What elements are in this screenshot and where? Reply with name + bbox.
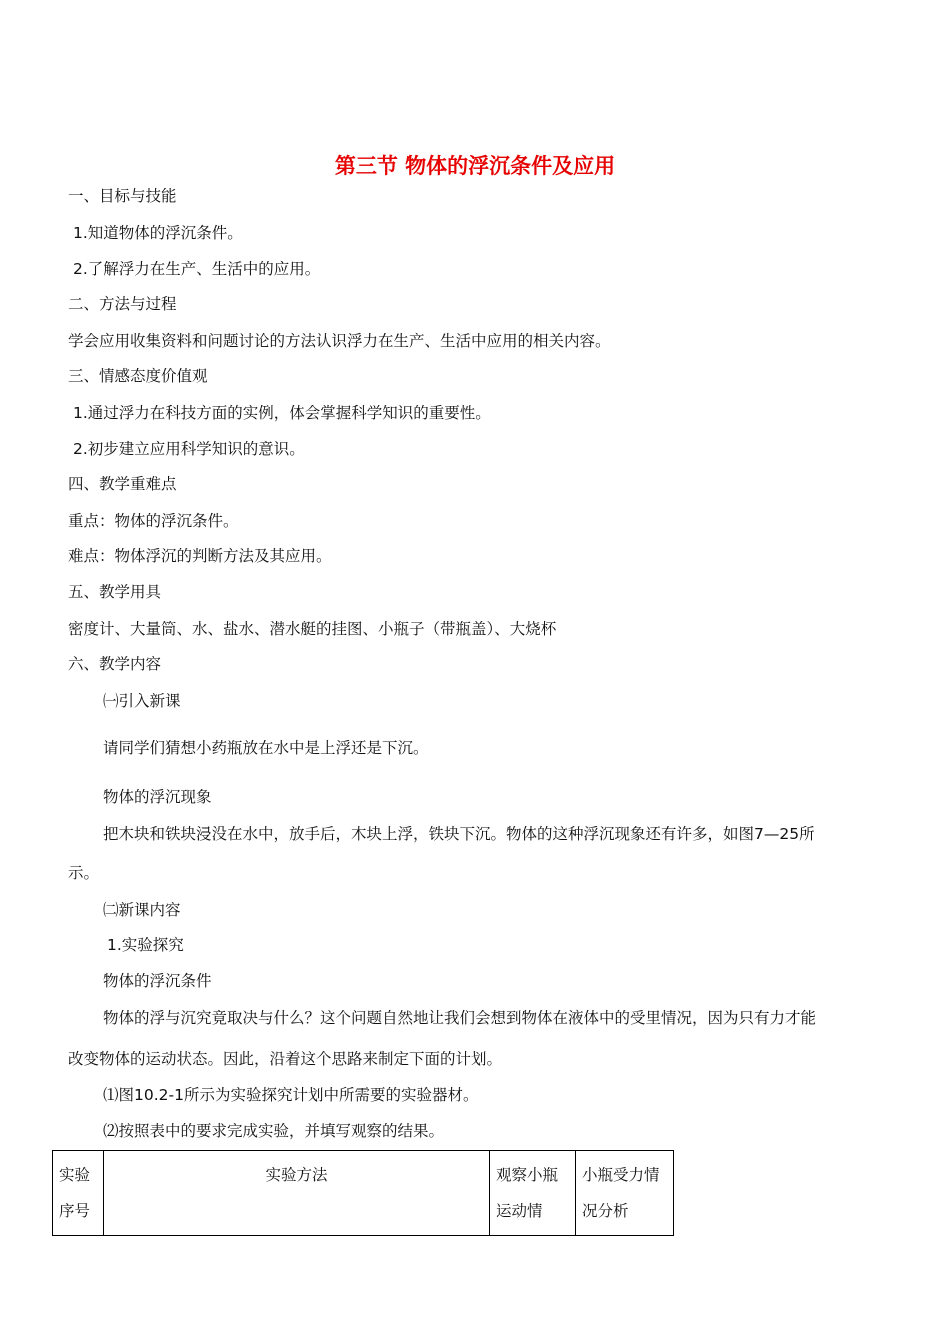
paragraph: ⑵按照表中的要求完成实验，并填写观察的结果。 xyxy=(103,1122,445,1140)
table-header-cell: 实验方法 xyxy=(104,1151,490,1236)
section-heading-tools: 五、教学用具 xyxy=(68,583,162,601)
paragraph: 物体的浮沉现象 xyxy=(103,788,212,806)
paragraph: 请同学们猜想小药瓶放在水中是上浮还是下沉。 xyxy=(103,739,429,757)
table-header-cell: 实验序号 xyxy=(53,1151,104,1236)
paragraph: 改变物体的运动状态。因此，沿着这个思路来制定下面的计划。 xyxy=(68,1050,503,1068)
paragraph: 物体的浮与沉究竟取决与什么？这个问题自然地让我们会想到物体在液体中的受里情况，因为只有力才能 xyxy=(103,1009,817,1027)
paragraph: 重点：物体的浮沉条件。 xyxy=(68,512,239,530)
table-header-cell: 观察小瓶运动情 xyxy=(490,1151,576,1236)
section-heading-attitude: 三、情感态度价值观 xyxy=(68,367,208,385)
section-heading-goals: 一、目标与技能 xyxy=(68,187,177,205)
subsection-heading: ㈡新课内容 xyxy=(103,901,181,919)
list-item: 1.实验探究 xyxy=(107,936,184,954)
paragraph: 示。 xyxy=(68,864,100,882)
paragraph: 把木块和铁块浸没在水中，放手后，木块上浮，铁块下沉。物体的这种浮沉现象还有许多，如图7—25所 xyxy=(103,825,815,843)
list-item: 1.通过浮力在科技方面的实例，体会掌握科学知识的重要性。 xyxy=(73,404,491,422)
list-item: 2.初步建立应用科学知识的意识。 xyxy=(73,440,305,458)
paragraph: 密度计、大量筒、水、盐水、潜水艇的挂图、小瓶子（带瓶盖）、大烧杯 xyxy=(68,620,557,638)
list-item: 1.知道物体的浮沉条件。 xyxy=(73,224,243,242)
subsection-heading: ㈠引入新课 xyxy=(103,692,181,710)
list-item: 2.了解浮力在生产、生活中的应用。 xyxy=(73,260,321,278)
paragraph: 难点：物体浮沉的判断方法及其应用。 xyxy=(68,547,332,565)
paragraph: 物体的浮沉条件 xyxy=(103,972,212,990)
paragraph: ⑴图10.2-1所示为实验探究计划中所需要的实验器材。 xyxy=(103,1086,479,1104)
section-heading-methods: 二、方法与过程 xyxy=(68,295,177,313)
table-row xyxy=(53,1151,674,1236)
section-heading-content: 六、教学内容 xyxy=(68,655,162,673)
experiment-table xyxy=(52,1150,674,1236)
table-header-cell: 小瓶受力情况分析 xyxy=(576,1151,674,1236)
page-title: 第三节 物体的浮沉条件及应用 xyxy=(334,154,616,178)
paragraph: 学会应用收集资料和问题讨论的方法认识浮力在生产、生活中应用的相关内容。 xyxy=(68,332,611,350)
section-heading-key-points: 四、教学重难点 xyxy=(68,475,177,493)
